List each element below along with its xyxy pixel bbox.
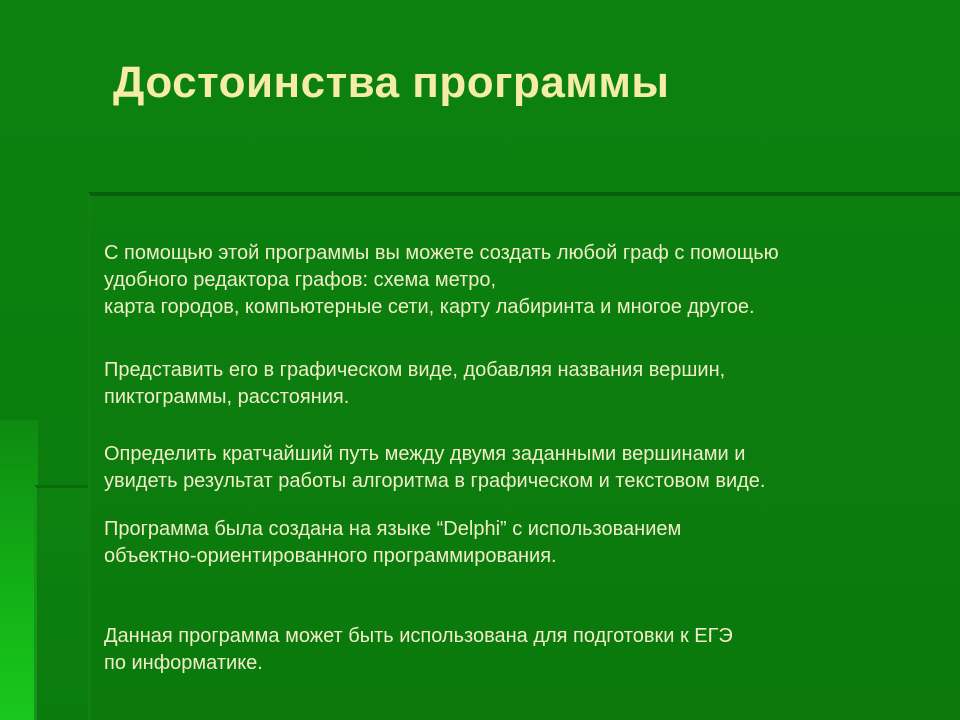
paragraph-shortest-path: [104, 441, 765, 495]
text-line: С помощью этой программы вы можете создать любой граф с помощью: [104, 242, 779, 264]
paragraph-exam-prep: [104, 623, 733, 677]
text-line: Определить кратчайший путь между двумя заданными вершинами и: [104, 443, 746, 465]
paragraph-graph-creation: [104, 240, 779, 321]
text-line: Представить его в графическом виде, добавляя названия вершин,: [104, 359, 726, 381]
decorative-left-strip: [0, 420, 38, 720]
text-line: Данная программа может быть использована для подготовки к ЕГЭ: [104, 625, 733, 647]
text-line: пиктограммы, расстояния.: [104, 386, 350, 408]
text-line: удобного редактора графов: схема метро,: [104, 269, 497, 291]
paragraph-graphic-view: [104, 357, 725, 411]
paragraph-delphi: [104, 516, 681, 570]
text-line: увидеть результат работы алгоритма в графическом и текстовом виде.: [104, 470, 766, 492]
text-line: объектно-ориентированного программирования.: [104, 545, 557, 567]
text-line: карта городов, компьютерные сети, карту лабиринта и многое другое.: [104, 296, 755, 318]
text-line: Программа была создана на языке “Delphi” с использованием: [104, 518, 682, 540]
text-line: по информатике.: [104, 652, 263, 674]
slide-title: Достоинства программы: [113, 58, 670, 107]
